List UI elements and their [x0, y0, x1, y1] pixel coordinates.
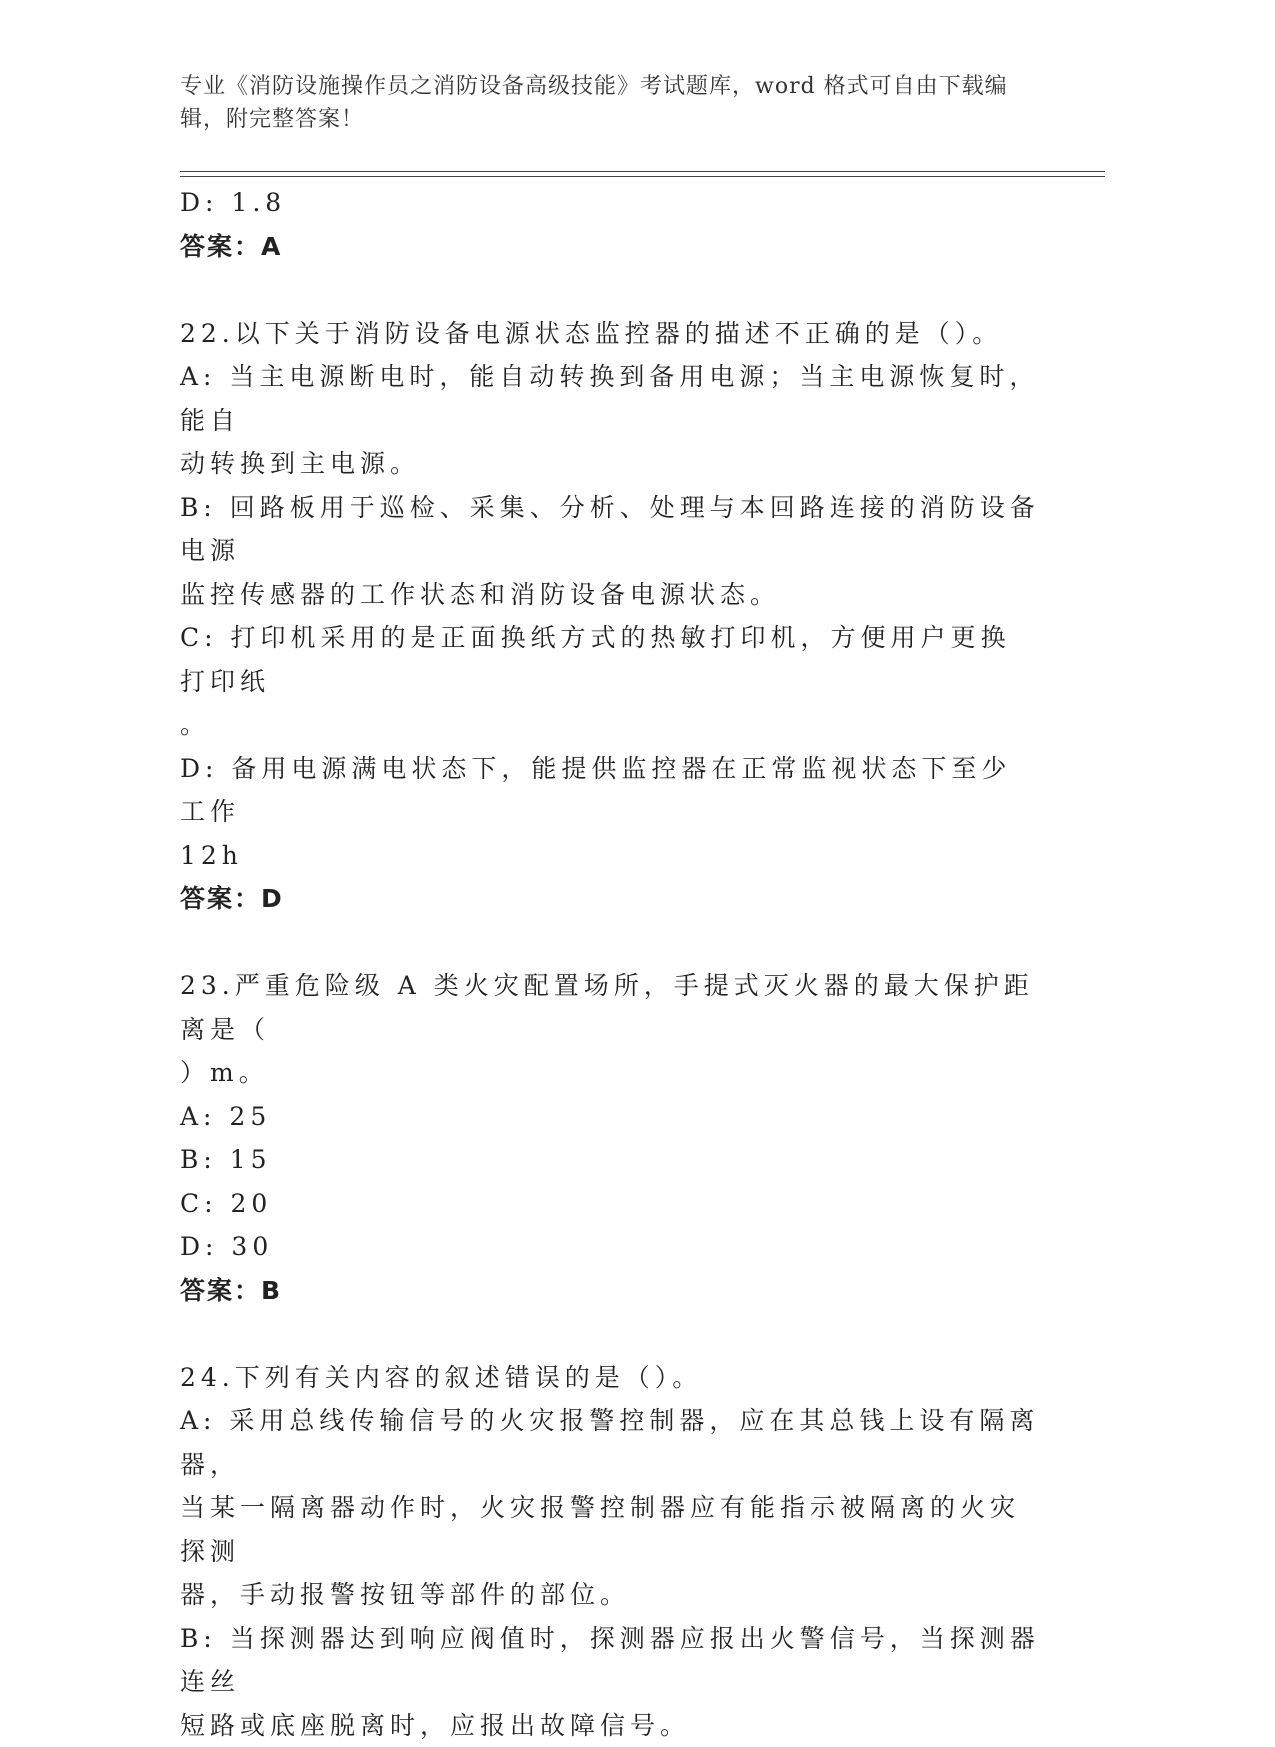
spacer [180, 1312, 1040, 1356]
option-line: C: 20 [180, 1182, 1040, 1226]
option-line: 12h [180, 834, 1040, 878]
question-line: 24.下列有关内容的叙述错误的是（）。 [180, 1356, 1040, 1400]
option-line: 动转换到主电源。 [180, 442, 1040, 486]
question-line: 23.严重危险级 A 类火灾配置场所，手提式灭火器的最大保护距离是（ [180, 964, 1040, 1051]
header-rule-top [180, 171, 1105, 172]
option-line: C: 打印机采用的是正面换纸方式的热敏打印机，方便用户更换打印纸 [180, 616, 1040, 703]
option-line: 短路或底座脱离时，应报出故障信号。 [180, 1704, 1040, 1747]
question-line: 22.以下关于消防设备电源状态监控器的描述不正确的是（）。 [180, 312, 1040, 356]
option-line: D: 1.8 [180, 181, 1040, 225]
option-line: A: 25 [180, 1095, 1040, 1139]
document-header: 专业《消防设施操作员之消防设备高级技能》考试题库，word 格式可自由下载编辑，附完整答案！ [180, 70, 1040, 136]
option-line: A: 采用总线传输信号的火灾报警控制器，应在其总钱上设有隔离器， [180, 1399, 1040, 1486]
option-line: 监控传感器的工作状态和消防设备电源状态。 [180, 573, 1040, 617]
answer-line: 答案：B [180, 1269, 1040, 1313]
option-line: D: 30 [180, 1225, 1040, 1269]
header-rule-bottom [180, 176, 1105, 177]
question-line: ）m。 [180, 1051, 1040, 1095]
spacer [180, 268, 1040, 312]
document-body [180, 181, 1040, 1747]
option-line: A: 当主电源断电时，能自动转换到备用电源；当主电源恢复时，能自 [180, 355, 1040, 442]
answer-line: 答案：A [180, 225, 1040, 269]
answer-line: 答案：D [180, 877, 1040, 921]
option-line: 。 [180, 703, 1040, 747]
spacer [180, 921, 1040, 965]
option-line: 当某一隔离器动作时，火灾报警控制器应有能指示被隔离的火灾探测 [180, 1486, 1040, 1573]
option-line: 器，手动报警按钮等部件的部位。 [180, 1573, 1040, 1617]
option-line: B: 当探测器达到响应阀值时，探测器应报出火警信号，当探测器连丝 [180, 1617, 1040, 1704]
option-line: D: 备用电源满电状态下，能提供监控器在正常监视状态下至少工作 [180, 747, 1040, 834]
option-line: B: 15 [180, 1138, 1040, 1182]
option-line: B: 回路板用于巡检、采集、分析、处理与本回路连接的消防设备电源 [180, 486, 1040, 573]
